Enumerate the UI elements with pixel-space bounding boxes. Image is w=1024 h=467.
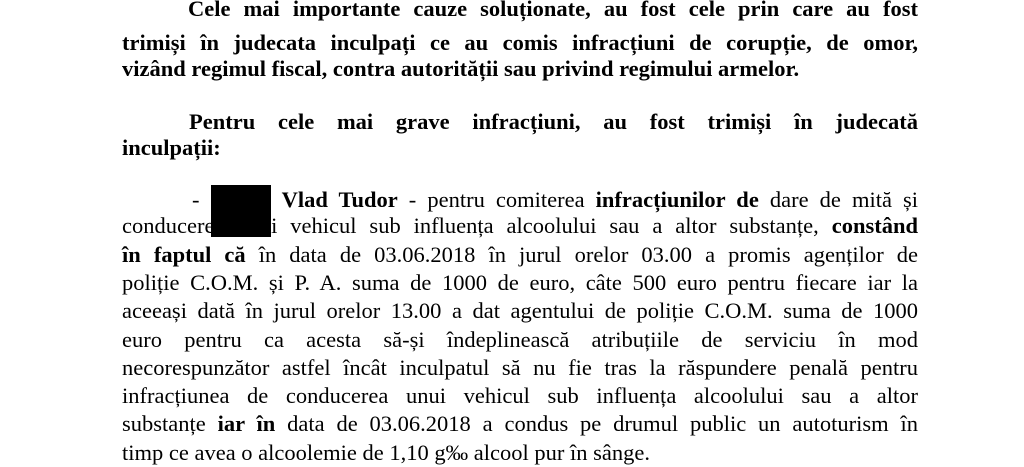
line2-bold: constând (831, 213, 918, 238)
paragraph1-line1: Cele mai importante cauze soluționate, au fost cele prin care au fost (188, 0, 918, 21)
paragraph3-line8: infracțiunea de conducerea unui vehicul sub influența alcoolului sau a altor (122, 383, 918, 408)
paragraph1-line2: trimiși în judecata inculpați ce au comis infracțiuni de corupție, de omor, (122, 30, 918, 55)
paragraph2-line1: Pentru cele mai grave infracțiuni, au fost trimiși în judecată (189, 109, 918, 134)
line3-bold: în faptul că (122, 242, 246, 267)
paragraph3-line6: euro pentru ca acesta să-și îndeplinească atribuțiile de serviciu în mod (122, 327, 918, 352)
paragraph1-line3: vizând regimul fiscal, contra autorității sau privind regimului armelor. (122, 56, 800, 81)
paragraph3-line2 (122, 213, 918, 239)
line9-bold: iar în (217, 411, 276, 436)
line9-text-b: data de 03.06.2018 a condus pe drumul public un autoturism în (275, 411, 918, 436)
paragraph2-line2: inculpații: (122, 135, 221, 160)
paragraph3-line4: poliție C.O.M. și P. A. suma de 1000 de euro, câte 500 euro pentru fiecare iar la (122, 270, 918, 295)
paragraph3-line7: necorespunzător astfel încât inculpatul să nu fie tras la răspundere penală pentru (122, 355, 918, 380)
paragraph3-line3 (122, 242, 918, 268)
paragraph3-line9 (122, 411, 918, 437)
line3-text: în data de 03.06.2018 în jurul orelor 03.00 a promis agenților de (245, 242, 918, 267)
line2-text: conducerea unui vehicul sub influența alcoolului sau a altor substanțe, (122, 213, 832, 238)
defendant-name: Vlad Tudor (281, 187, 398, 212)
paragraph3-line10: timp ce avea o alcoolemie de 1,10 g‰ alcool pur în sânge. (122, 440, 650, 465)
charge-intro: - pentru comiterea (397, 187, 596, 212)
paragraph3-line5: aceeași dată în jurul orelor 13.00 a dat agentului de poliție C.O.M. suma de 1000 (122, 298, 918, 323)
charge-text: dare de mită și (758, 187, 919, 212)
line9-text-a: substanțe (122, 411, 218, 436)
charge-bold: infracțiunilor de (595, 187, 759, 212)
list-dash: - (192, 187, 200, 212)
